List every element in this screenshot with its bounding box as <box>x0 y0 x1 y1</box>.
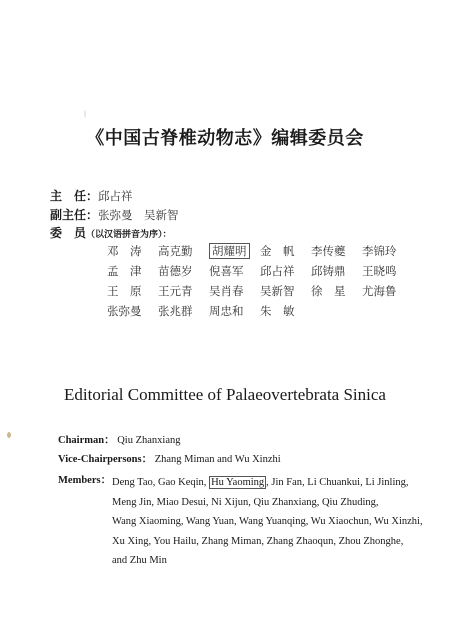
en-members-line: Meng Jin, Miao Desui, Ni Xijun, Qiu Zhanxiang, Qiu Zhuding, <box>112 496 379 508</box>
en-chairman-label: Chairman： <box>58 435 115 446</box>
cn-members-row-3 <box>107 281 437 301</box>
cn-member: 周忠和 <box>209 304 244 318</box>
cn-members-row-1 <box>107 241 437 261</box>
en-members-line <box>112 473 412 493</box>
cn-vice-label: 副主任： <box>50 208 99 222</box>
cn-member: 张弥曼 <box>107 304 142 318</box>
paper-speck <box>7 432 11 438</box>
cn-chairman-label: 主 任： <box>50 189 99 203</box>
en-chairman-name: Qiu Zhanxiang <box>117 435 181 446</box>
en-chairman-row <box>58 434 181 448</box>
en-title: Editorial Committee of Palaeovertebrata Sinica <box>64 385 386 404</box>
en-members-line: Xu Xing, You Hailu, Zhang Miman, Zhang Zhaoqun, Zhou Zhonghe, <box>112 535 404 547</box>
cn-member: 高克勤 <box>158 244 193 258</box>
cn-members-row-2 <box>107 261 437 281</box>
cn-members-label: 委 员 <box>50 226 87 240</box>
en-members-text: Deng Tao, Gao Keqin, <box>112 477 210 488</box>
cn-member: 李传夔 <box>311 244 346 258</box>
cn-member: 邱铸鼎 <box>311 264 346 278</box>
cn-member: 吴新智 <box>260 284 295 298</box>
cn-member: 邱占祥 <box>260 264 295 278</box>
cn-members-grid <box>107 241 437 321</box>
en-vice-row <box>58 453 281 467</box>
cn-member: 苗德岁 <box>158 264 193 278</box>
en-members-line: Wang Xiaoming, Wang Yuan, Wang Yuanqing, Wu Xiaochun, Wu Xinzhi, <box>112 516 423 527</box>
en-members-list <box>112 473 423 571</box>
cn-title: 《中国古脊椎动物志》编辑委员会 <box>86 128 364 149</box>
en-member-boxed: Hu Yaoming <box>211 477 265 488</box>
cn-member: 王晓鸣 <box>362 264 397 278</box>
cn-member: 王元青 <box>158 284 193 298</box>
cn-member: 吴肖春 <box>209 284 244 298</box>
en-members-line: and Zhu Min <box>112 555 167 566</box>
cn-member: 王 原 <box>107 284 142 298</box>
cn-chairman-name: 邱占祥 <box>98 189 133 203</box>
cn-member: 孟 津 <box>107 264 142 278</box>
cn-member: 徐 星 <box>311 284 346 298</box>
cn-member: 李锦玲 <box>362 244 397 258</box>
paper-mark <box>84 110 86 118</box>
en-vice-label: Vice-Chairpersons： <box>58 454 153 465</box>
cn-members-row-4 <box>107 301 437 321</box>
cn-vice-names: 张弥曼 吴新智 <box>98 208 179 222</box>
en-vice-names: Zhang Miman and Wu Xinzhi <box>154 454 281 465</box>
cn-member: 朱 敏 <box>260 304 295 318</box>
cn-member: 金 帆 <box>260 244 295 258</box>
en-members-label-row <box>58 474 111 488</box>
cn-member-boxed: 胡耀明 <box>209 243 250 259</box>
cn-member: 倪喜军 <box>209 264 244 278</box>
cn-member: 尤海鲁 <box>362 284 397 298</box>
cn-member: 邓 涛 <box>107 244 142 258</box>
en-members-label: Members： <box>58 475 112 486</box>
cn-members-note: （以汉语拼音为序）： <box>86 230 172 240</box>
cn-vice-row <box>50 207 179 223</box>
en-members-text: , Jin Fan, Li Chuankui, Li Jinling, <box>266 477 409 488</box>
cn-member: 张兆群 <box>158 304 193 318</box>
cn-chairman-row <box>50 188 133 204</box>
